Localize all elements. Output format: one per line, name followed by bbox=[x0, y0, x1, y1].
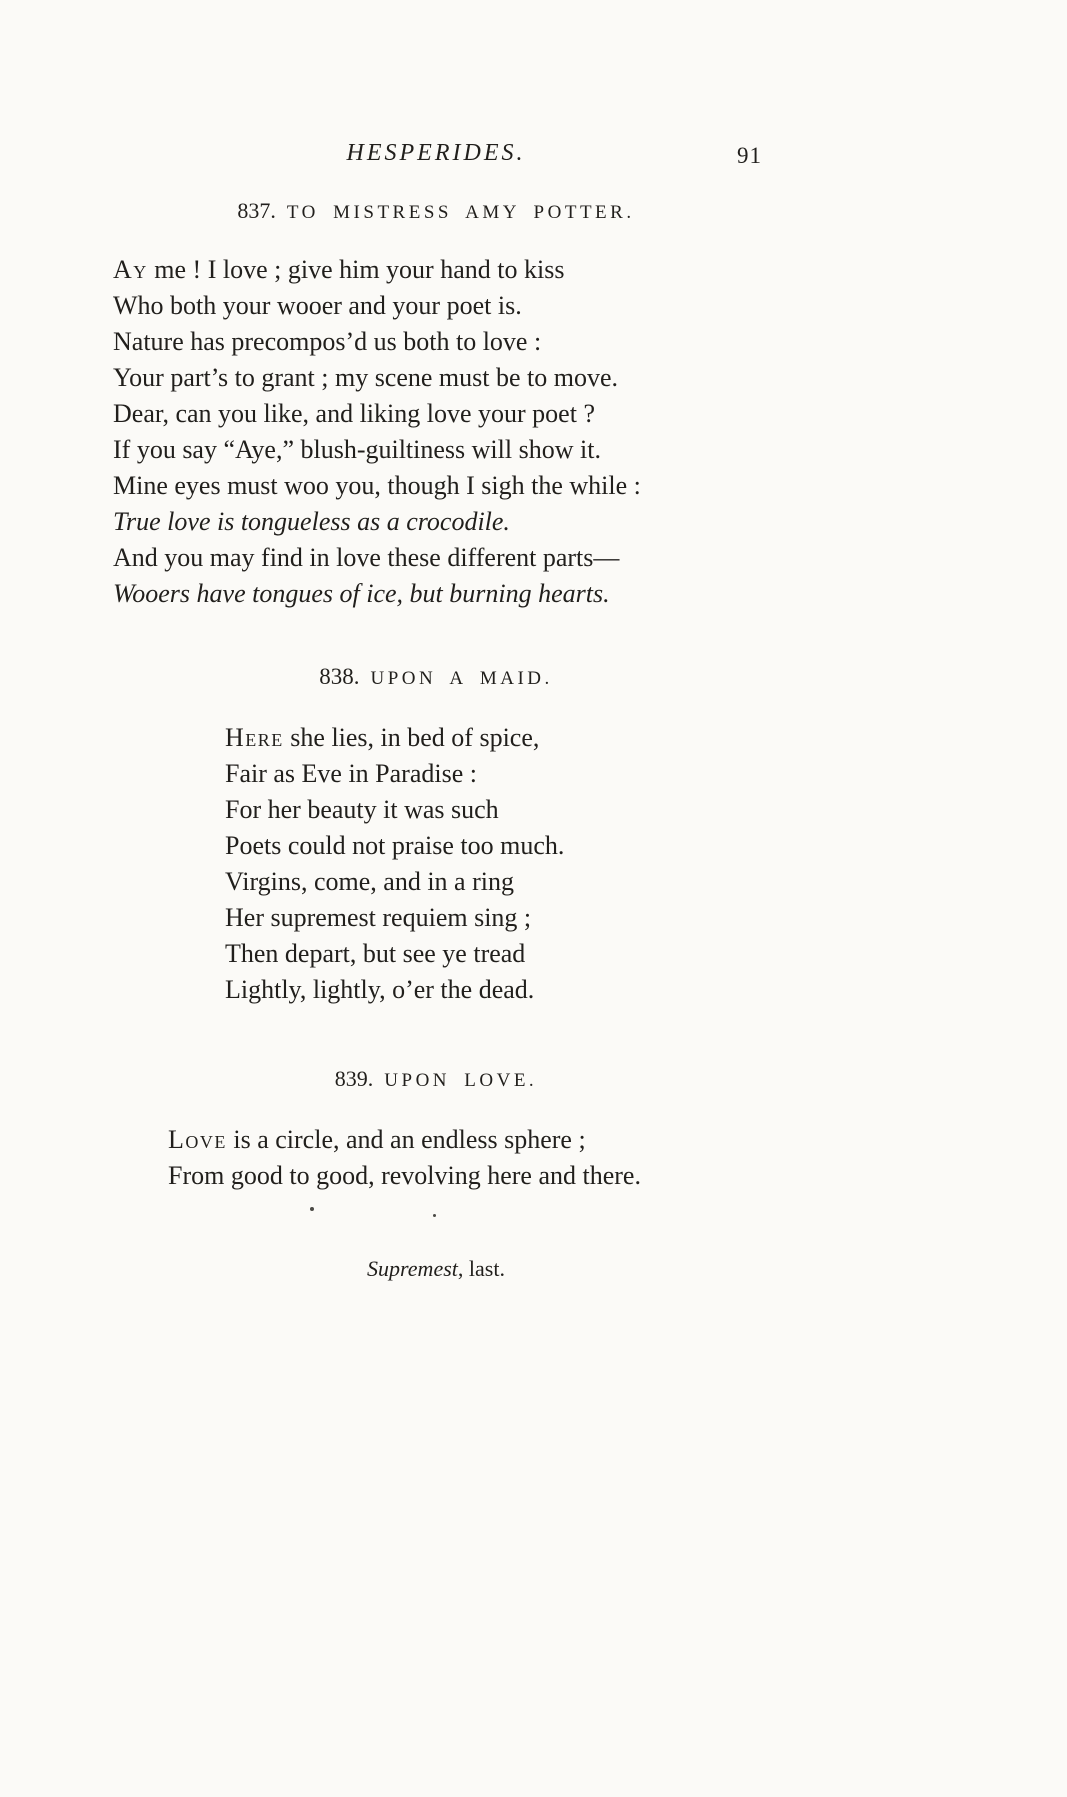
poem-line: Nature has precompos’d us both to love : bbox=[113, 327, 542, 356]
poem-line: And you may find in love these different parts— bbox=[113, 543, 620, 572]
poem-839-heading bbox=[108, 1066, 764, 1092]
poem-line: Mine eyes must woo you, though I sigh the while : bbox=[113, 471, 641, 500]
poem-line: Dear, can you like, and liking love your poet ? bbox=[113, 399, 595, 428]
poem-839-title: UPON LOVE. bbox=[384, 1070, 538, 1091]
poem-line: For her beauty it was such bbox=[225, 795, 499, 824]
footnote-rest: , last. bbox=[457, 1256, 505, 1281]
poem-line-lead: Here bbox=[225, 723, 284, 752]
poem-line: Fair as Eve in Paradise : bbox=[225, 759, 477, 788]
poem-line: Poets could not praise too much. bbox=[225, 831, 565, 860]
ink-speck bbox=[433, 1214, 436, 1217]
poem-line bbox=[225, 720, 564, 756]
page-text-block bbox=[108, 0, 764, 1797]
footnote bbox=[108, 1254, 764, 1284]
poem-line-lead: Love bbox=[168, 1125, 227, 1154]
poem-838-title: UPON A MAID. bbox=[370, 668, 553, 689]
poem-line: Virgins, come, and in a ring bbox=[225, 867, 514, 896]
poem-line bbox=[113, 252, 641, 288]
running-header-title: HESPERIDES. bbox=[346, 140, 526, 166]
poem-837-body bbox=[113, 252, 641, 612]
poem-line-lead: Ay bbox=[113, 255, 148, 284]
poem-line-rest: me ! I love ; give him your hand to kiss bbox=[147, 255, 565, 284]
poem-line: From good to good, revolving here and there. bbox=[168, 1161, 641, 1190]
poem-line: True love is tongueless as a crocodile. bbox=[113, 507, 510, 536]
poem-line: Wooers have tongues of ice, but burning hearts. bbox=[113, 579, 610, 608]
poem-837-number: 837. bbox=[237, 198, 276, 223]
poem-line: Then depart, but see ye tread bbox=[225, 939, 526, 968]
poem-837-heading bbox=[108, 198, 764, 224]
poem-838-number: 838. bbox=[319, 664, 360, 689]
poem-line: Lightly, lightly, o’er the dead. bbox=[225, 975, 535, 1004]
poem-838-body bbox=[225, 720, 564, 1008]
poem-line: Your part’s to grant ; my scene must be to move. bbox=[113, 363, 619, 392]
poem-838-heading bbox=[108, 664, 764, 690]
poem-line-rest: is a circle, and an endless sphere ; bbox=[226, 1125, 586, 1154]
poem-839-number: 839. bbox=[334, 1066, 374, 1091]
poem-line bbox=[168, 1122, 641, 1158]
poem-line: Her supremest requiem sing ; bbox=[225, 903, 532, 932]
poem-line-rest: she lies, in bed of spice, bbox=[283, 723, 540, 752]
poem-839-body bbox=[168, 1122, 641, 1194]
poem-line: If you say “Aye,” blush-guiltiness will show it. bbox=[113, 435, 601, 464]
poem-837-title: TO MISTRESS AMY POTTER. bbox=[286, 202, 635, 223]
ink-speck bbox=[310, 1207, 314, 1211]
footnote-term: Supremest bbox=[367, 1256, 458, 1281]
poem-line: Who both your wooer and your poet is. bbox=[113, 291, 522, 320]
page-number: 91 bbox=[737, 143, 762, 168]
